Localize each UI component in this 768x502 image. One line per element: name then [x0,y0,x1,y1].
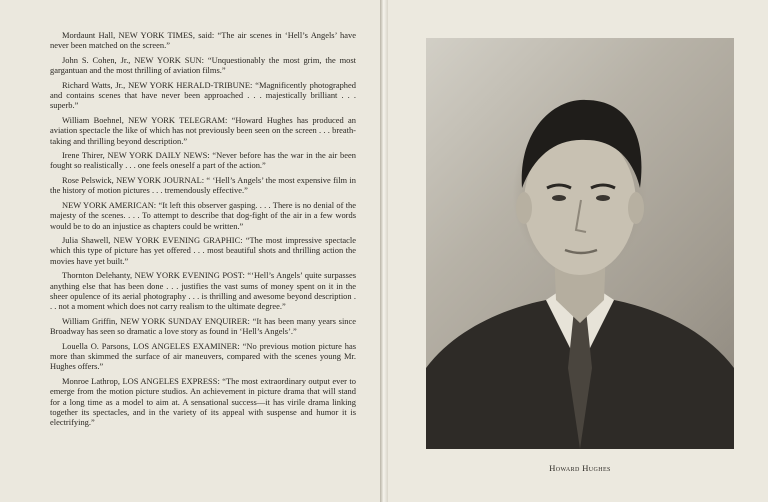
quote-paragraph: Louella O. Parsons, LOS ANGELES EXAMINER: “No previous motion picture has more than skimmed the surface of air maneuvers, compared with the scenes young Mr. Hughes offers.” [50,340,356,372]
left-page [0,0,380,502]
portrait-illustration [426,38,734,449]
quote-paragraph: John S. Cohen, Jr., NEW YORK SUN: “Unquestionably the most grim, the most gargantuan and the most thrilling of aviation films.” [50,54,356,76]
quote-paragraph: Richard Watts, Jr., NEW YORK HERALD-TRIBUNE: “Magnificently photographed and contains scenes that have never been approached . . . majestically brilliant . . . superb.” [50,79,356,111]
quote-paragraph: NEW YORK AMERICAN: “It left this observer gasping. . . . There is no denial of the majesty of the scenes. . . . To attempt to describe that dog-fight of the air in a few words would be to do an injustice as chapters could be written.” [50,199,356,231]
quote-paragraph: Rose Pelswick, NEW YORK JOURNAL: “ ‘Hell’s Angels’ the most expensive film in the history of motion pictures . . . tremendously effective.” [50,174,356,196]
press-quotes [50,30,356,432]
photo-caption: Howard Hughes [549,463,611,473]
quote-paragraph: William Griffin, NEW YORK SUNDAY ENQUIRER: “It has been many years since Broadway has seen so dramatic a love story as found in ‘Hell’s Angels’.” [50,315,356,337]
quote-paragraph: Thornton Delehanty, NEW YORK EVENING POST: “‘Hell’s Angels’ quite surpasses anything else that has been done . . . justifies the vast sums of money spent on it in the sheer opulence of its aerial photography . . . is thrilling and awesome beyond description . . . not a moment which does not carry realism to the ultimate degree.” [50,270,356,312]
quote-paragraph: Irene Thirer, NEW YORK DAILY NEWS: “Never before has the war in the air been fought so realistically . . . one feels oneself a part of the action.” [50,150,356,171]
quote-paragraph: Julia Shawell, NEW YORK EVENING GRAPHIC: “The most impressive spectacle which this type of picture has yet offered . . . most beautiful shots and thrilling action the movies have yet built.” [50,234,356,266]
quote-paragraph: William Boehnel, NEW YORK TELEGRAM: “Howard Hughes has produced an aviation spectacle the like of which has not previously been seen on the screen . . . breath-taking and thrilling beyond description.” [50,114,356,146]
quote-paragraph: Monroe Lathrop, LOS ANGELES EXPRESS: “The most extraordinary output ever to emerge from the motion picture studios. An achievement in picture drama that will stand for a long time as a model to aim at. A sensational success—it has virile drama linking together its spectacles, and in the variety of its appeal with suspense and humor it is electrifying.” [50,375,356,428]
portrait-photo [426,38,734,449]
book-gutter [380,0,388,502]
right-page [388,0,768,502]
quote-paragraph: Mordaunt Hall, NEW YORK TIMES, said: “The air scenes in ‘Hell’s Angels’ have never been matched on the screen.” [50,30,356,51]
